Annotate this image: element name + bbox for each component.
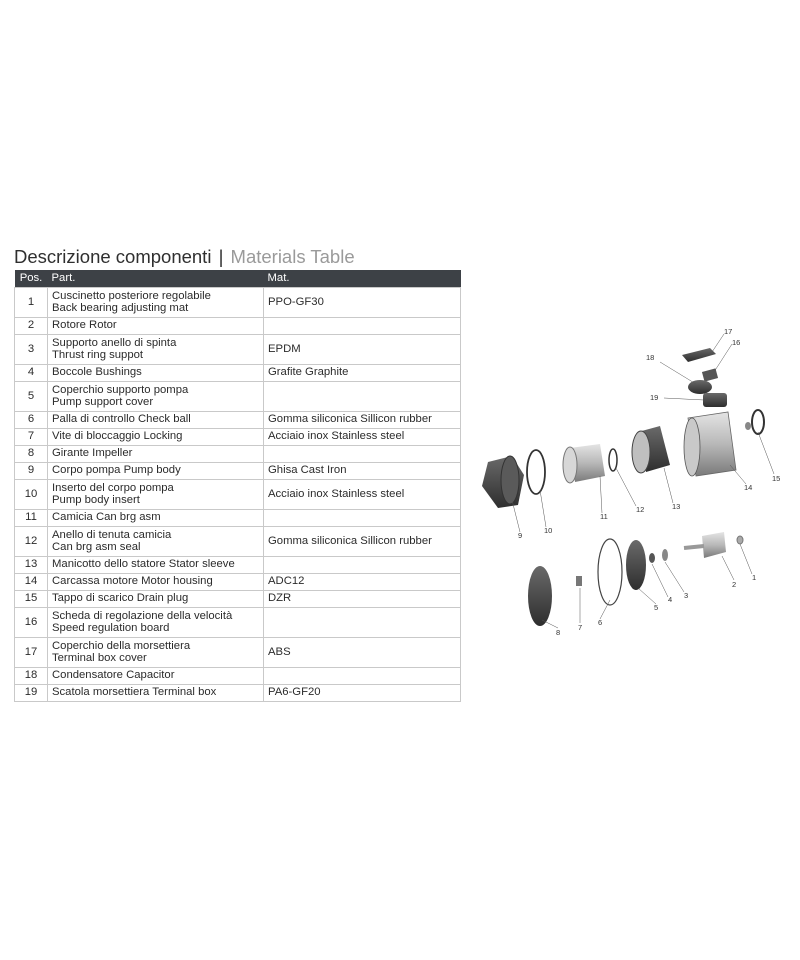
diagram-label-7: 7 bbox=[578, 623, 583, 632]
table-row bbox=[15, 591, 461, 608]
materials-table bbox=[14, 270, 461, 702]
header-mat: Mat. bbox=[264, 270, 461, 288]
cell-pos: 1 bbox=[15, 288, 48, 318]
cell-pos: 17 bbox=[15, 638, 48, 668]
diagram-label-3: 3 bbox=[684, 591, 689, 600]
part-name-line: Pump support cover bbox=[52, 395, 154, 408]
cell-pos: 3 bbox=[15, 335, 48, 365]
cell-mat: Grafite Graphite bbox=[264, 365, 461, 382]
table-row bbox=[15, 318, 461, 335]
diagram-label-18: 18 bbox=[646, 353, 655, 362]
title-sub: Materials Table bbox=[230, 246, 355, 267]
exploded-pump-diagram bbox=[460, 300, 800, 650]
table-row bbox=[15, 638, 461, 668]
part-name-line: Terminal box cover bbox=[52, 651, 147, 664]
part-name-line: Manicotto dello statore Stator sleeve bbox=[52, 558, 235, 571]
cell-pos: 15 bbox=[15, 591, 48, 608]
header-pos: Pos. bbox=[15, 270, 48, 288]
header-part: Part. bbox=[48, 270, 264, 288]
cell-pos: 5 bbox=[15, 382, 48, 412]
table-row bbox=[15, 480, 461, 510]
table-row bbox=[15, 335, 461, 365]
diagram-label-17: 17 bbox=[724, 327, 733, 336]
part-1-back-bearing bbox=[737, 536, 743, 544]
table-row bbox=[15, 685, 461, 702]
part-14-motor-housing bbox=[684, 412, 736, 476]
cell-pos: 13 bbox=[15, 557, 48, 574]
cell-mat: Acciaio inox Stainless steel bbox=[264, 429, 461, 446]
part-name-line: Scatola morsettiera Terminal box bbox=[52, 686, 217, 699]
part-name-line: Inserto del corpo pompa bbox=[52, 482, 174, 494]
part-name-line: Pump body insert bbox=[52, 493, 140, 506]
cell-pos: 10 bbox=[15, 480, 48, 510]
diagram-label-19: 19 bbox=[650, 393, 659, 402]
cell-mat: ABS bbox=[264, 638, 461, 668]
table-row bbox=[15, 668, 461, 685]
cell-part bbox=[48, 429, 264, 446]
cell-mat bbox=[264, 382, 461, 412]
diagram-label-12: 12 bbox=[636, 505, 645, 514]
part-name-line: Vite di bloccaggio Locking bbox=[52, 430, 183, 443]
part-8-impeller bbox=[528, 566, 552, 626]
table-row bbox=[15, 382, 461, 412]
table-row bbox=[15, 557, 461, 574]
part-name-line: Girante Impeller bbox=[52, 447, 133, 460]
part-name-line: Cuscinetto posteriore regolabile bbox=[52, 290, 211, 302]
cell-part bbox=[48, 574, 264, 591]
diagram-label-9: 9 bbox=[518, 531, 523, 540]
part-11-can bbox=[563, 444, 605, 483]
cell-part bbox=[48, 510, 264, 527]
cell-part bbox=[48, 412, 264, 429]
title-separator: | bbox=[218, 246, 224, 267]
cell-mat bbox=[264, 608, 461, 638]
table-row bbox=[15, 463, 461, 480]
diagram-label-8: 8 bbox=[556, 628, 561, 637]
part-16-speed-board bbox=[702, 368, 718, 381]
diagram-label-13: 13 bbox=[672, 502, 681, 511]
table-row bbox=[15, 365, 461, 382]
part-name-line: Rotore Rotor bbox=[52, 319, 117, 332]
cell-part bbox=[48, 463, 264, 480]
part-name-line: Supporto anello di spinta bbox=[52, 337, 177, 349]
part-name-line: Carcassa motore Motor housing bbox=[52, 575, 213, 588]
cell-mat bbox=[264, 510, 461, 527]
part-9-pump-body bbox=[482, 456, 524, 508]
part-15-drain-plug bbox=[745, 410, 764, 434]
cell-mat: Gomma siliconica Sillicon rubber bbox=[264, 412, 461, 429]
cell-pos: 14 bbox=[15, 574, 48, 591]
cell-pos: 8 bbox=[15, 446, 48, 463]
cell-part bbox=[48, 365, 264, 382]
cell-mat: DZR bbox=[264, 591, 461, 608]
cell-mat bbox=[264, 318, 461, 335]
table-row bbox=[15, 608, 461, 638]
part-name-line: Coperchio supporto pompa bbox=[52, 384, 189, 396]
cell-part bbox=[48, 288, 264, 318]
cell-mat: ADC12 bbox=[264, 574, 461, 591]
cell-part bbox=[48, 527, 264, 557]
part-name-line: Camicia Can brg asm bbox=[52, 511, 161, 524]
part-17-terminal-box-cover bbox=[682, 348, 716, 362]
part-2-rotor bbox=[684, 532, 726, 558]
table-row bbox=[15, 412, 461, 429]
cell-part bbox=[48, 685, 264, 702]
cell-pos: 7 bbox=[15, 429, 48, 446]
diagram-label-16: 16 bbox=[732, 338, 741, 347]
table-row bbox=[15, 429, 461, 446]
cell-part bbox=[48, 557, 264, 574]
part-name-line: Tappo di scarico Drain plug bbox=[52, 592, 189, 605]
part-name-line: Condensatore Capacitor bbox=[52, 669, 175, 682]
title-main: Descrizione componenti bbox=[14, 246, 212, 267]
cell-mat: PPO-GF30 bbox=[264, 288, 461, 318]
part-10-pump-insert bbox=[527, 450, 545, 494]
part-name-line: Boccole Bushings bbox=[52, 366, 142, 379]
diagram-label-5: 5 bbox=[654, 603, 659, 612]
cell-part bbox=[48, 335, 264, 365]
part-name-line: Back bearing adjusting mat bbox=[52, 301, 189, 314]
section-title bbox=[14, 246, 355, 268]
diagram-label-6: 6 bbox=[598, 618, 603, 627]
diagram-label-1: 1 bbox=[752, 573, 757, 582]
cell-pos: 11 bbox=[15, 510, 48, 527]
cell-pos: 19 bbox=[15, 685, 48, 702]
cell-mat bbox=[264, 668, 461, 685]
table-row bbox=[15, 446, 461, 463]
part-name-line: Speed regulation board bbox=[52, 621, 170, 634]
table-row bbox=[15, 527, 461, 557]
diagram-label-4: 4 bbox=[668, 595, 673, 604]
cell-part bbox=[48, 446, 264, 463]
diagram-label-15: 15 bbox=[772, 474, 781, 483]
part-name-line: Scheda di regolazione della velocità bbox=[52, 610, 233, 622]
cell-part bbox=[48, 591, 264, 608]
cell-pos: 4 bbox=[15, 365, 48, 382]
cell-pos: 9 bbox=[15, 463, 48, 480]
part-name-line: Thrust ring suppot bbox=[52, 348, 144, 361]
cell-pos: 16 bbox=[15, 608, 48, 638]
table-header-row bbox=[15, 270, 461, 288]
cell-pos: 18 bbox=[15, 668, 48, 685]
cell-mat: EPDM bbox=[264, 335, 461, 365]
cell-mat bbox=[264, 557, 461, 574]
part-6-check-ball-ring bbox=[598, 539, 622, 605]
part-18-capacitor bbox=[688, 380, 712, 394]
table-row bbox=[15, 288, 461, 318]
cell-part bbox=[48, 608, 264, 638]
cell-part bbox=[48, 318, 264, 335]
part-7-locking-screw bbox=[576, 576, 582, 586]
diagram-label-10: 10 bbox=[544, 526, 553, 535]
cell-mat: Gomma siliconica Sillicon rubber bbox=[264, 527, 461, 557]
cell-part bbox=[48, 638, 264, 668]
part-5-pump-support-cover bbox=[626, 540, 646, 590]
part-name-line: Coperchio della morsettiera bbox=[52, 640, 191, 652]
part-19-terminal-box bbox=[703, 393, 727, 407]
cell-pos: 2 bbox=[15, 318, 48, 335]
part-name-line: Corpo pompa Pump body bbox=[52, 464, 181, 477]
part-13-stator-sleeve bbox=[632, 426, 670, 473]
part-name-line: Can brg asm seal bbox=[52, 540, 141, 553]
part-12-can-seal bbox=[609, 449, 617, 471]
cell-mat: PA6-GF20 bbox=[264, 685, 461, 702]
table-row bbox=[15, 574, 461, 591]
table-row bbox=[15, 510, 461, 527]
cell-mat: Acciaio inox Stainless steel bbox=[264, 480, 461, 510]
diagram-label-14: 14 bbox=[744, 483, 753, 492]
diagram-label-11: 11 bbox=[600, 512, 608, 521]
cell-part bbox=[48, 382, 264, 412]
diagram-label-2: 2 bbox=[732, 580, 737, 589]
part-name-line: Anello di tenuta camicia bbox=[52, 529, 172, 541]
cell-mat: Ghisa Cast Iron bbox=[264, 463, 461, 480]
cell-mat bbox=[264, 446, 461, 463]
cell-pos: 6 bbox=[15, 412, 48, 429]
part-3-4-thrust-bushings bbox=[649, 549, 668, 563]
cell-part bbox=[48, 668, 264, 685]
part-name-line: Palla di controllo Check ball bbox=[52, 413, 191, 426]
diagram-labels bbox=[518, 327, 780, 637]
cell-pos: 12 bbox=[15, 527, 48, 557]
cell-part bbox=[48, 480, 264, 510]
